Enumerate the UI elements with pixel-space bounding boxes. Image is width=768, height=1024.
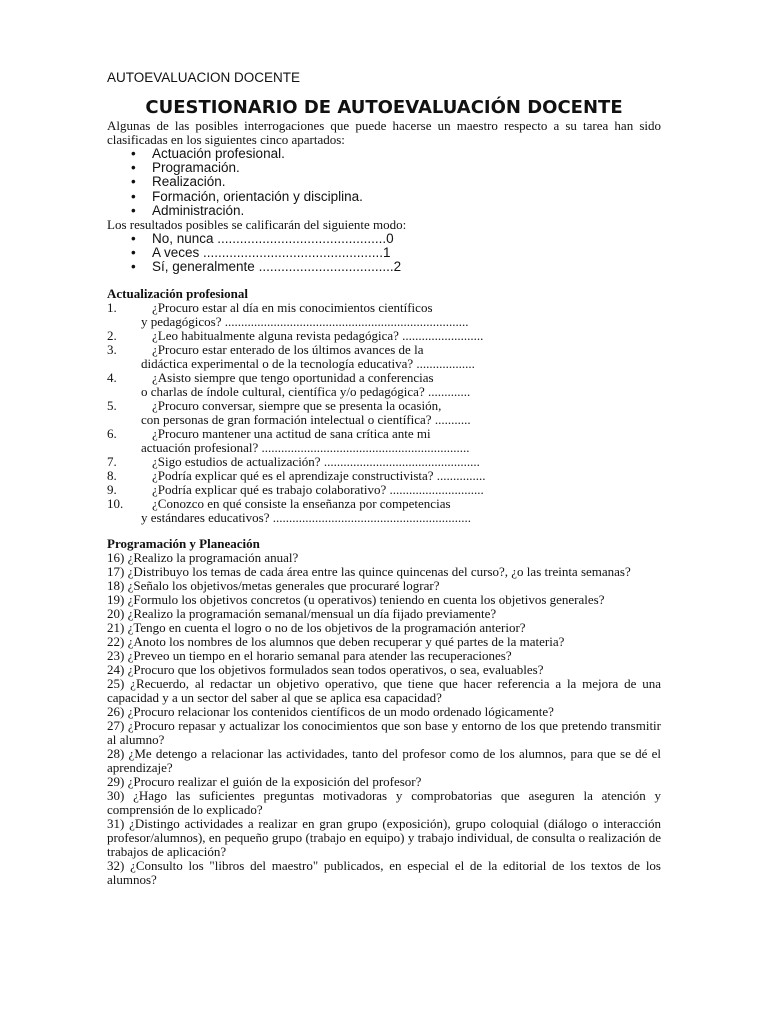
- apartado-item-text: Actuación profesional.: [152, 146, 285, 161]
- question-item: 22) ¿Anoto los nombres de los alumnos que deben recuperar y qué partes de la materia?: [107, 633, 565, 649]
- bullet-icon: •: [131, 245, 136, 261]
- question-text: ¿Podría explicar qué es el aprendizaje constructivista? ...............: [152, 467, 486, 483]
- question-text: ¿Procuro mantener una actitud de sana crítica ante mi: [152, 425, 431, 441]
- scale-item-text: Sí, generalmente ....................................2: [152, 259, 402, 275]
- apartado-item: [107, 147, 661, 161]
- question-text: ¿Asisto siempre que tengo oportunidad a conferencias: [152, 369, 434, 385]
- apartado-item: [107, 190, 661, 204]
- question-text: ¿Leo habitualmente alguna revista pedagógica? .........................: [152, 327, 484, 343]
- question-continuation: y pedagógicos? ...........................................................................: [141, 313, 469, 329]
- question-item: 20) ¿Realizo la programación semanal/mensual un día fijado previamente?: [107, 605, 497, 621]
- bullet-icon: •: [131, 202, 136, 218]
- question-number: 8.: [107, 467, 117, 483]
- question-continuation: con personas de gran formación intelectual o científica? ...........: [141, 411, 471, 427]
- question-number: 2.: [107, 327, 117, 343]
- question-item: [107, 399, 661, 427]
- question-number: 4.: [107, 369, 117, 385]
- question-item: 23) ¿Preveo un tiempo en el horario semanal para atender las recuperaciones?: [107, 647, 512, 663]
- question-number: 10.: [107, 495, 124, 511]
- question-text: ¿Procuro estar enterado de los últimos avances de la: [152, 341, 424, 357]
- apartados-list: [107, 147, 661, 218]
- bullet-icon: •: [131, 160, 136, 176]
- question-text: ¿Procuro estar al día en mis conocimientos científicos: [152, 299, 433, 315]
- question-item: 21) ¿Tengo en cuenta el logro o no de los objetivos de la programación anterior?: [107, 619, 526, 635]
- question-number: 9.: [107, 481, 117, 497]
- scale-item: [107, 246, 661, 260]
- question-item: 27) ¿Procuro repasar y actualizar los conocimientos que son base y entorno de los que pretendo transmitir al alumno?: [107, 717, 661, 747]
- question-item: 31) ¿Distingo actividades a realizar en gran grupo (exposición), grupo coloquial (diálogo o interacción profesor/alumnos), en pequeño grupo (trabajo en equipo) y trabajo individual, de consulta o realización de trabajos de aplicación?: [107, 815, 661, 859]
- scale-item-text: No, nunca .............................................0: [152, 230, 394, 246]
- question-item: [107, 427, 661, 455]
- question-item: 19) ¿Formulo los objetivos concretos (u operativos) teniendo en cuenta los objetivos generales?: [107, 591, 605, 607]
- bullet-icon: •: [131, 259, 136, 275]
- scale-item-text: A veces ................................................1: [152, 245, 391, 261]
- apartado-item: [107, 161, 661, 175]
- question-item: [107, 455, 661, 469]
- question-text: ¿Sigo estudios de actualización? ................................................: [152, 453, 480, 469]
- apartado-item-text: Administración.: [152, 202, 245, 218]
- section1-list: [107, 301, 661, 525]
- question-text: ¿Podría explicar qué es trabajo colaborativo? .............................: [152, 481, 484, 497]
- bullet-icon: •: [131, 174, 136, 190]
- document-title: CUESTIONARIO DE AUTOEVALUACIÓN DOCENTE: [145, 97, 623, 118]
- question-item: [107, 371, 661, 399]
- question-item: [107, 329, 661, 343]
- question-item: 29) ¿Procuro realizar el guión de la exposición del profesor?: [107, 773, 422, 789]
- scale-intro: Los resultados posibles se calificarán del siguiente modo:: [107, 216, 407, 232]
- question-text: ¿Procuro conversar, siempre que se presenta la ocasión,: [152, 397, 442, 413]
- document-header: AUTOEVALUACION DOCENTE: [107, 70, 301, 85]
- question-continuation: didáctica experimental o de la tecnología educativa? ..................: [141, 355, 475, 371]
- document-body: [107, 119, 661, 887]
- question-item: 18) ¿Señalo los objetivos/metas generales que procuraré lograr?: [107, 577, 440, 593]
- question-item: 28) ¿Me detengo a relacionar las actividades, tanto del profesor como de los alumnos, para que se dé el aprendizaje?: [107, 745, 661, 775]
- apartado-item: [107, 204, 661, 218]
- scale-item: [107, 232, 661, 246]
- question-item: 26) ¿Procuro relacionar los contenidos científicos de un modo ordenado lógicamente?: [107, 703, 554, 719]
- bullet-icon: •: [131, 188, 136, 204]
- intro-paragraph: Algunas de las posibles interrogaciones que puede hacerse un maestro respecto a su tarea han sido clasificadas en los siguientes cinco apartados:: [107, 118, 661, 147]
- question-item: [107, 483, 661, 497]
- question-item: 16) ¿Realizo la programación anual?: [107, 549, 299, 565]
- question-number: 1.: [107, 299, 117, 315]
- apartado-item-text: Formación, orientación y disciplina.: [152, 188, 363, 204]
- section-title-actualizacion: Actualización profesional: [107, 285, 248, 301]
- apartado-item-text: Programación.: [152, 160, 240, 176]
- question-text: ¿Conozco en qué consiste la enseñanza por competencias: [152, 495, 451, 511]
- question-number: 5.: [107, 397, 117, 413]
- apartado-item: [107, 175, 661, 189]
- question-item: [107, 497, 661, 525]
- question-number: 3.: [107, 341, 117, 357]
- question-item: [107, 343, 661, 371]
- section-title-programacion: Programación y Planeación: [107, 535, 260, 551]
- question-item: 30) ¿Hago las suficientes preguntas motivadoras y comprobatorias que aseguren la atención y comprensión de lo explicado?: [107, 787, 661, 817]
- question-item: 17) ¿Distribuyo los temas de cada área entre las quince quincenas del curso?, ¿o las treinta semanas?: [107, 563, 631, 579]
- question-continuation: o charlas de índole cultural, científica y/o pedagógica? .............: [141, 383, 471, 399]
- bullet-icon: •: [131, 230, 136, 246]
- question-continuation: actuación profesional? ................................................................: [141, 439, 470, 455]
- apartado-item-text: Realización.: [152, 174, 226, 190]
- bullet-icon: •: [131, 146, 136, 161]
- question-continuation: y estándares educativos? .............................................................: [141, 509, 472, 525]
- question-item: 24) ¿Procuro que los objetivos formulados sean todos operativos, o sea, evaluables?: [107, 661, 544, 677]
- question-item: [107, 469, 661, 483]
- question-item: [107, 301, 661, 329]
- question-item: 25) ¿Recuerdo, al redactar un objetivo operativo, que tiene que hacer referencia a la mejora de una capacidad y a un sector del saber al que se aplica esa capacidad?: [107, 675, 661, 705]
- scale-item: [107, 260, 661, 274]
- question-item: 32) ¿Consulto los "libros del maestro" publicados, en especial el de la editorial de los textos de los alumnos?: [107, 857, 661, 887]
- question-number: 7.: [107, 453, 117, 469]
- section2-list: [107, 551, 661, 887]
- question-number: 6.: [107, 425, 117, 441]
- scale-list: [107, 232, 661, 275]
